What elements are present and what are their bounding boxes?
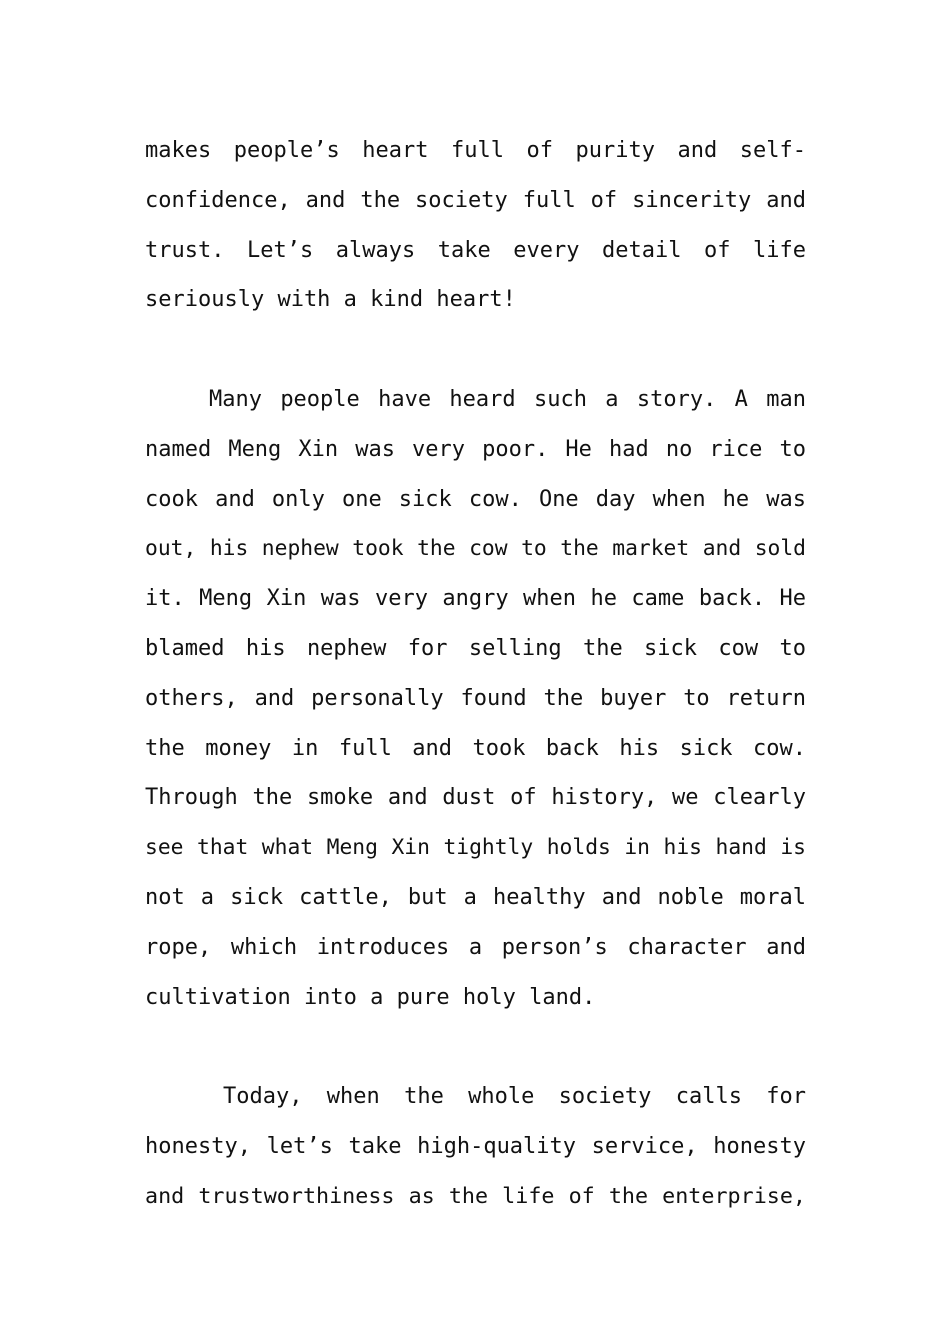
text-line: confidence, and the society full of sincerity and [145,187,806,213]
text-line: and trustworthiness as the life of the enterprise, [145,1183,806,1209]
paragraph-3 [145,1072,806,1221]
text-line: not a sick cattle, but a healthy and noble moral [145,884,806,910]
text-line: out, his nephew took the cow to the market and sold [145,536,806,562]
paragraph-2 [145,375,806,1022]
text-line: the money in full and took back his sick cow. [145,735,806,761]
text-line: trust. Let’s always take every detail of life [145,237,806,263]
text-line: cook and only one sick cow. One day when he was [145,486,806,512]
text-line: makes people’s heart full of purity and self- [145,138,806,163]
text-line: others, and personally found the buyer to return [145,685,806,711]
text-line: rope, which introduces a person’s character and [145,934,806,960]
text-line: Many people have heard such a story. A man [209,387,806,412]
text-line: honesty, let’s take high-quality service, honesty [145,1133,806,1159]
text-line: it. Meng Xin was very angry when he came back. He [145,586,806,612]
paragraph-1 [145,126,806,325]
text-line: seriously with a kind heart! [145,287,516,313]
text-line: blamed his nephew for selling the sick cow to [145,635,806,661]
text-line: named Meng Xin was very poor. He had no rice to [145,436,806,462]
text-line: Through the smoke and dust of history, we clearly [145,785,806,811]
text-line: see that what Meng Xin tightly holds in his hand is [145,835,806,861]
text-line: cultivation into a pure holy land. [145,984,596,1010]
text-line: Today, when the whole society calls for [223,1084,806,1109]
